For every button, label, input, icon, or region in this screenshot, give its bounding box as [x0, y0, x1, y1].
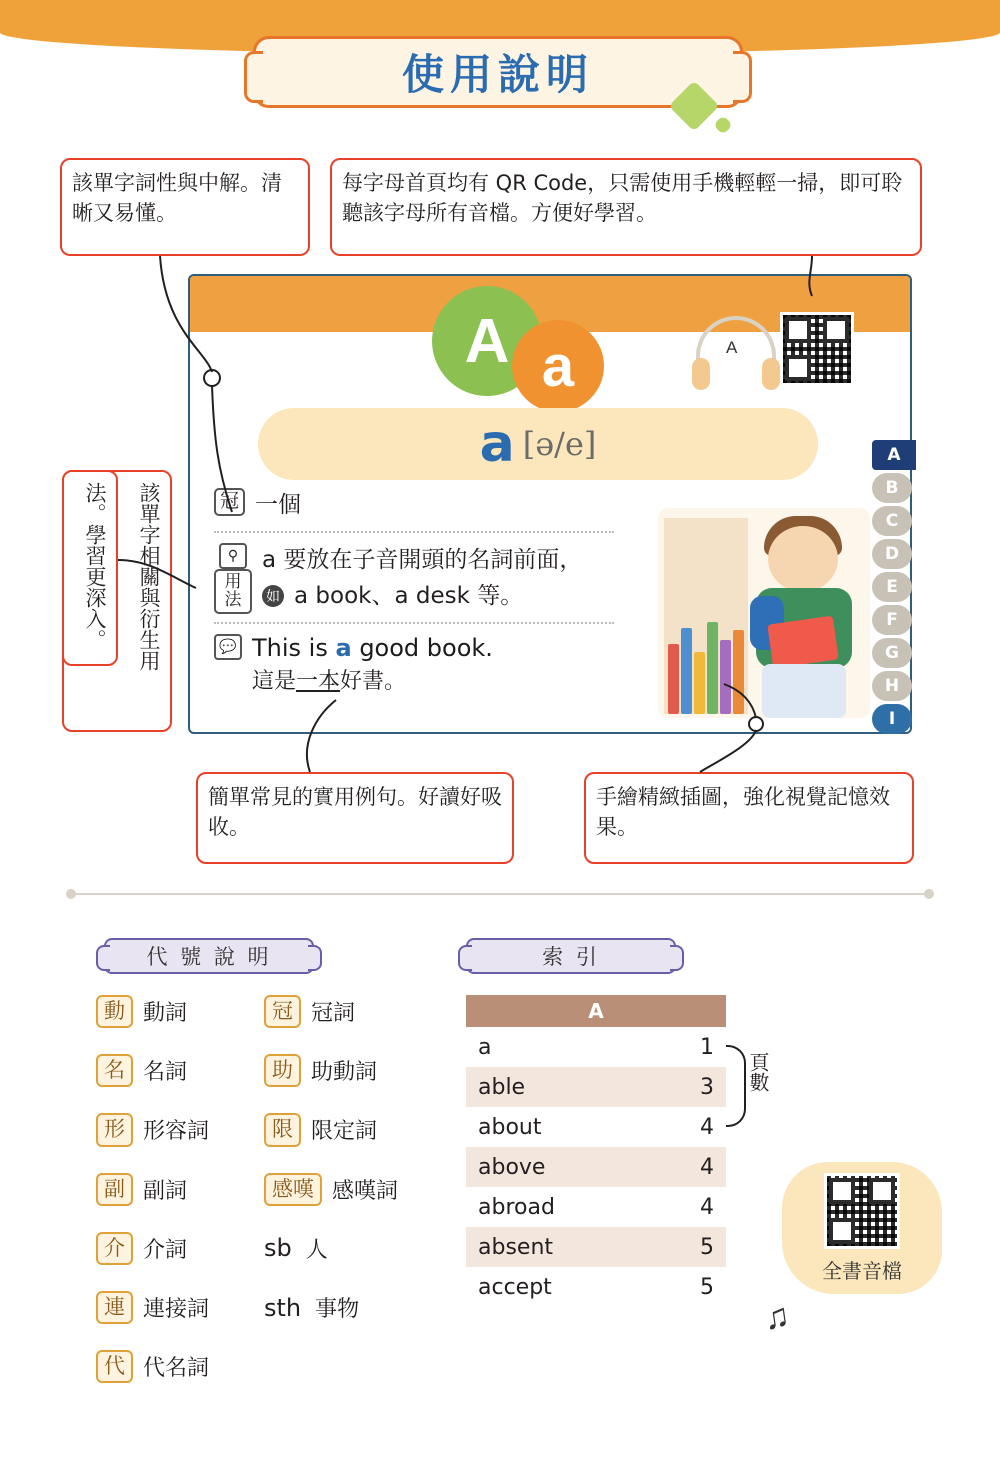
legend-row: [96, 1113, 446, 1146]
legend-badge: 形: [96, 1113, 133, 1146]
legend-plain-code: sb: [264, 1234, 292, 1263]
divider-dotted-2: [214, 622, 614, 624]
bookshelf: [664, 518, 748, 714]
tab-G[interactable]: G: [872, 638, 912, 668]
index-page: 4: [700, 1194, 714, 1220]
legend-row: [96, 1173, 446, 1206]
legend-item-auxiliary-verb: [264, 1054, 432, 1087]
legend-label: 副詞: [143, 1178, 188, 1204]
table-row[interactable]: [466, 1267, 726, 1307]
table-row[interactable]: [466, 1187, 726, 1227]
headphone-label: A: [726, 338, 738, 357]
legend-label: 代名詞: [143, 1356, 210, 1382]
callout-part-of-speech: 該單字詞性與中解。清晰又易懂。: [60, 158, 310, 256]
index-page: 3: [700, 1074, 714, 1100]
entry-body: [214, 488, 644, 699]
index-word: a: [478, 1034, 492, 1060]
legend-label: 介詞: [143, 1237, 188, 1263]
table-row[interactable]: [466, 1107, 726, 1147]
usage-text: a 要放在子音開頭的名詞前面，: [262, 546, 583, 573]
legend-badge: 代: [96, 1350, 133, 1383]
sentence-post: good book.: [351, 633, 493, 662]
table-row[interactable]: [466, 1067, 726, 1107]
sentence-row: [214, 634, 644, 695]
index-table: [466, 995, 726, 1307]
callout-example-sentence: 簡單常見的實用例句。好讀好吸收。: [196, 772, 514, 864]
example-badge-icon: 如: [262, 585, 284, 607]
legend-badge: 介: [96, 1232, 133, 1265]
legend-label: 冠詞: [311, 1001, 356, 1027]
letter-circle-lowercase: [512, 320, 604, 412]
legend-row: [96, 1232, 446, 1265]
index-word: accept: [478, 1274, 552, 1300]
phonetic: [ə/e]: [522, 425, 597, 463]
illustration-boy-reading: [658, 508, 870, 718]
headphone-icon: [688, 316, 784, 388]
tab-I[interactable]: I: [872, 704, 912, 734]
tab-B[interactable]: B: [872, 473, 912, 503]
qr-code-icon[interactable]: [780, 312, 854, 386]
page-title-plaque: [253, 36, 743, 108]
qr-code-icon[interactable]: [824, 1173, 900, 1249]
speech-bubble-icon: 💬: [214, 634, 242, 660]
callout-related-words: 該單字相關與衍生用: [62, 470, 172, 732]
index-word: able: [478, 1074, 526, 1100]
sentence-zh-post: 好書。: [340, 667, 407, 693]
example-sentence-zh: [252, 664, 493, 695]
legend-badge: 名: [96, 1054, 133, 1087]
legend-label: 助動詞: [311, 1060, 378, 1086]
legend-row: [96, 1054, 446, 1087]
sentence-pre: This is: [252, 633, 336, 662]
top-orange-band: [0, 0, 1000, 30]
diamond-decoration-small: [713, 115, 733, 135]
legend-badge: 助: [264, 1054, 301, 1087]
page-number-brace: [726, 1045, 746, 1127]
audio-bubble: [782, 1162, 942, 1294]
index-word: about: [478, 1114, 542, 1140]
tab-E[interactable]: E: [872, 572, 912, 602]
index-page: 5: [700, 1274, 714, 1300]
legend-badge: 冠: [264, 995, 301, 1028]
headword-bubble: [258, 408, 818, 480]
callout-qr-code: 每字母首頁均有 QR Code，只需使用手機輕輕一掃，即可聆聽該字母所有音檔。方便好學習。: [330, 158, 922, 256]
legend-label: 名詞: [143, 1060, 188, 1086]
divider-dotted-1: [214, 531, 614, 533]
usage-example-text: a book、a desk 等。: [294, 583, 524, 609]
tab-H[interactable]: H: [872, 671, 912, 701]
callout-illustration: 手繪精緻插圖，強化視覺記憶效果。: [584, 772, 914, 864]
legend-item-somebody: [264, 1232, 432, 1265]
section-header-index: 索 引: [466, 938, 676, 974]
legend-row: [96, 1291, 446, 1324]
usage-tag: 用 法: [214, 569, 252, 614]
legend-badge: 動: [96, 995, 133, 1028]
tab-F[interactable]: F: [872, 605, 912, 635]
section-divider: [72, 893, 928, 895]
example-sentence: [252, 634, 493, 662]
table-row[interactable]: [466, 1227, 726, 1267]
legend-item-verb: [96, 995, 264, 1028]
legend-item-interjection: [264, 1173, 432, 1206]
legend-item-article: [264, 995, 432, 1028]
legend-item-conjunction: [96, 1291, 264, 1324]
section-header-codes: 代 號 說 明: [104, 938, 314, 974]
tab-C[interactable]: C: [872, 506, 912, 536]
pos-tag: 冠: [214, 488, 245, 516]
headword: a: [479, 414, 515, 474]
page-title: 使用說明: [401, 50, 594, 99]
legend-label: 感嘆詞: [332, 1178, 399, 1204]
legend-badge: 限: [264, 1113, 301, 1146]
legend-row: [96, 995, 446, 1028]
index-page: 5: [700, 1234, 714, 1260]
music-note-icon: ♫: [761, 1296, 792, 1338]
legend-label: 事物: [315, 1297, 360, 1323]
callout-usage: 法。學習更深入。: [62, 470, 118, 666]
legend-label: 連接詞: [143, 1297, 210, 1323]
index-word: above: [478, 1154, 546, 1180]
sentence-zh-highlight: 一本: [296, 667, 341, 693]
sentence-highlight: a: [335, 633, 352, 662]
sentence-zh-pre: 這是: [252, 667, 297, 693]
letter-lowercase: a: [541, 333, 575, 399]
index-page: 4: [700, 1154, 714, 1180]
index-word: absent: [478, 1234, 554, 1260]
index-page: 4: [700, 1114, 714, 1140]
table-row[interactable]: [466, 1147, 726, 1187]
legend-plain-code: sth: [264, 1293, 302, 1322]
legend-item-adverb: [96, 1173, 264, 1206]
page-number-label: 頁數: [746, 1052, 770, 1092]
usage-row: [214, 543, 644, 614]
index-word: abroad: [478, 1194, 555, 1220]
magnifier-icon: ⚲: [219, 543, 247, 569]
index-page: 1: [700, 1034, 714, 1060]
legend-item-pronoun: [96, 1350, 264, 1383]
legend-badge: 感嘆: [264, 1173, 322, 1206]
sample-page-frame: [188, 274, 912, 734]
definition-text: 一個: [255, 492, 302, 518]
index-table-header: A: [466, 995, 726, 1027]
legend-label: 人: [305, 1237, 328, 1263]
tab-A[interactable]: A: [872, 440, 916, 470]
definition-row: [214, 488, 644, 523]
legend-item-something: [264, 1291, 432, 1324]
alphabet-tab-strip[interactable]: [872, 440, 916, 737]
table-row[interactable]: [466, 1027, 726, 1067]
legend-label: 形容詞: [143, 1119, 210, 1145]
legend-label: 動詞: [143, 1001, 188, 1027]
legend-badge: 連: [96, 1291, 133, 1324]
legend-list: [96, 995, 446, 1409]
legend-row: [96, 1350, 446, 1383]
legend-item-adjective: [96, 1113, 264, 1146]
legend-label: 限定詞: [311, 1119, 378, 1145]
legend-item-noun: [96, 1054, 264, 1087]
legend-item-determiner: [264, 1113, 432, 1146]
tab-D[interactable]: D: [872, 539, 912, 569]
legend-badge: 副: [96, 1173, 133, 1206]
letter-uppercase: A: [464, 306, 510, 376]
legend-item-preposition: [96, 1232, 264, 1265]
audio-label: 全書音檔: [822, 1258, 902, 1283]
